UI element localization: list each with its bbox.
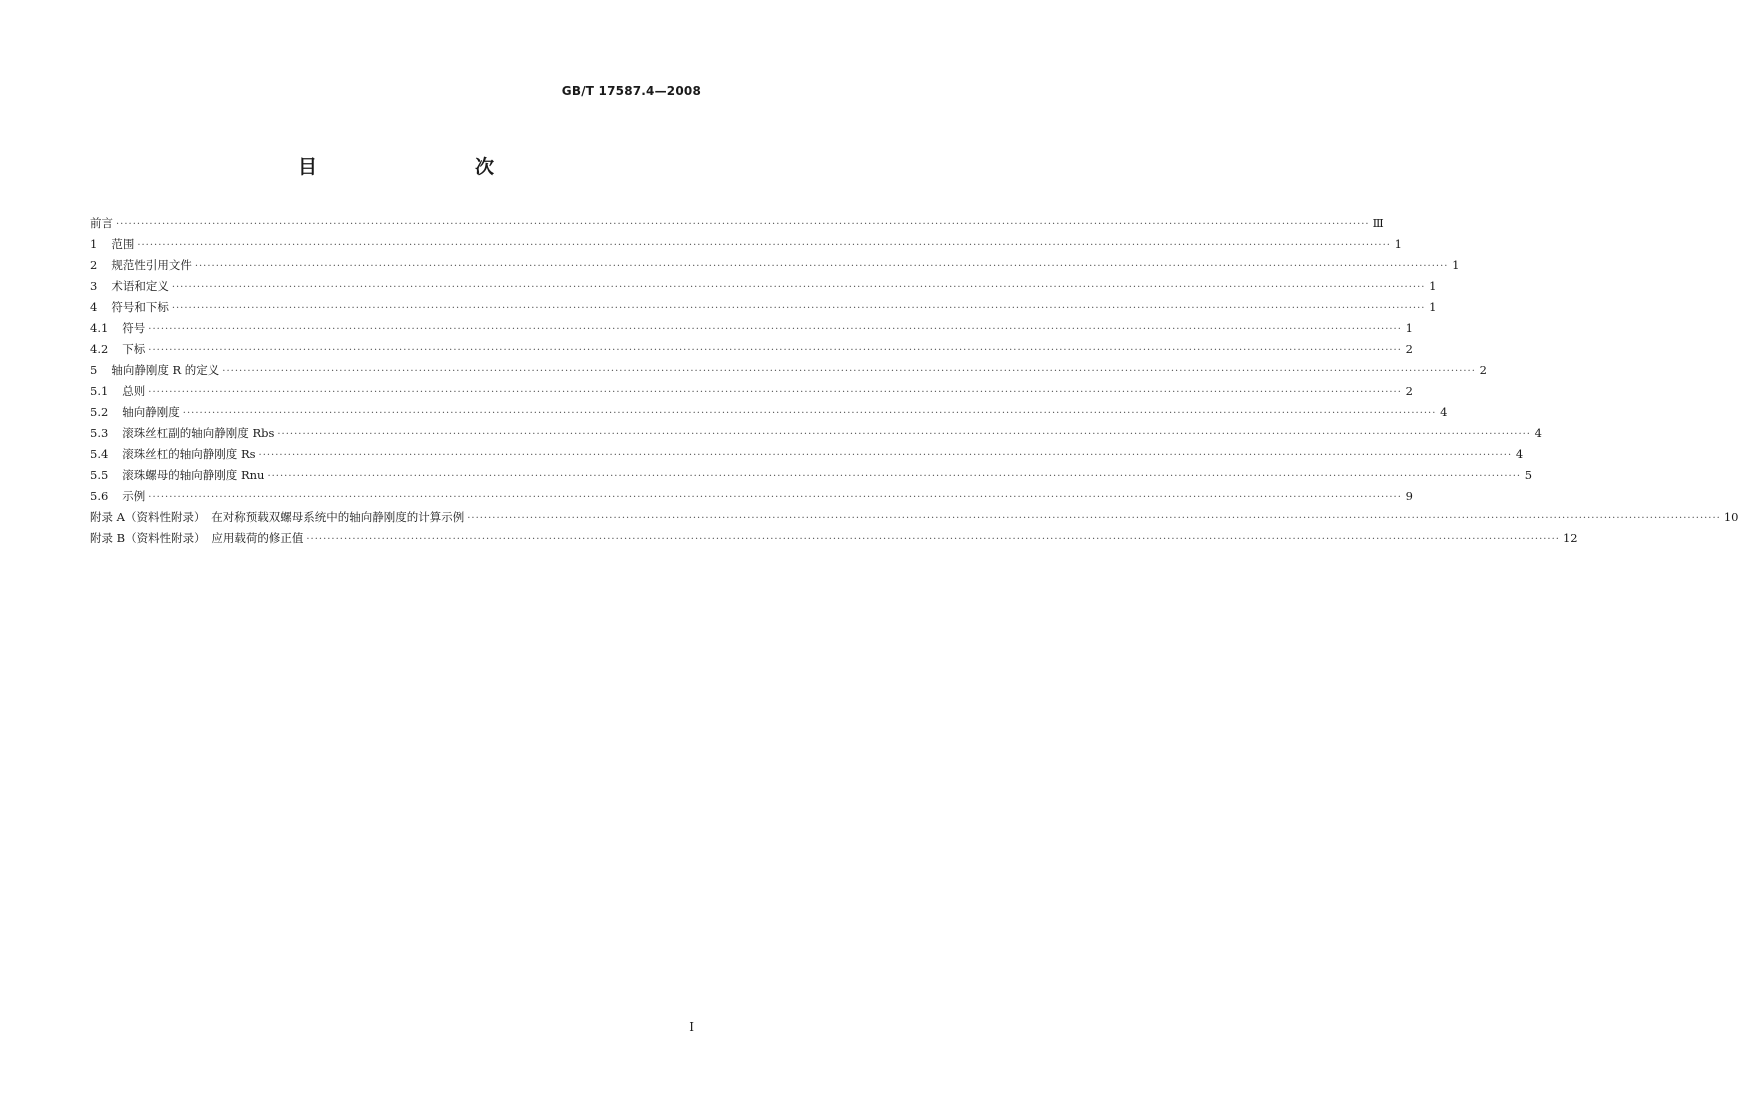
toc-entry-label: 轴向静刚度 <box>122 405 180 419</box>
toc-entry-label: 轴向静刚度 R 的定义 <box>111 363 220 377</box>
toc-entry-page: 1 <box>1405 321 1413 335</box>
toc-entry-label: 范围 <box>111 237 135 251</box>
dot-leader: ············································································································································································································································································································ <box>148 387 1402 398</box>
toc-entry-label: 前言 <box>90 216 113 230</box>
toc-entry-number: 5.4 <box>90 447 109 461</box>
dot-leader: ············································································································································································································································································································ <box>277 429 1531 440</box>
dot-leader: ············································································································································································································································································································ <box>267 471 1522 482</box>
toc-entry-label: 符号 <box>122 321 146 335</box>
toc-entry[interactable] <box>90 530 1578 551</box>
toc-entry[interactable] <box>90 278 1437 299</box>
toc-entry[interactable] <box>90 215 1384 236</box>
toc-entry-page: 4 <box>1440 405 1448 419</box>
toc-entry[interactable] <box>90 467 1533 488</box>
toc-entry-page: 10 <box>1723 510 1738 524</box>
dot-leader: ············································································································································································································································································································ <box>194 261 1449 272</box>
toc-entry[interactable] <box>90 509 1738 530</box>
toc-entry-page: 12 <box>1562 531 1578 545</box>
toc-entry-number: 3 <box>90 279 98 293</box>
table-of-contents <box>90 215 1738 551</box>
toc-entry[interactable] <box>90 236 1402 257</box>
toc-entry-page: 1 <box>1394 237 1402 251</box>
toc-entry[interactable] <box>90 446 1524 467</box>
toc-entry[interactable] <box>90 488 1413 509</box>
toc-entry-page: 1 <box>1429 279 1437 293</box>
toc-entry-page: 9 <box>1405 489 1413 503</box>
toc-entry-label: 滚珠螺母的轴向静刚度 Rnu <box>122 468 265 482</box>
dot-leader: ············································································································································································································································································································ <box>467 513 1721 524</box>
toc-entry-number: 4.2 <box>90 342 109 356</box>
toc-entry[interactable] <box>90 341 1413 362</box>
dot-leader: ············································································································································································································································································································ <box>171 282 1426 293</box>
dot-leader: ············································································································································································································································································································ <box>148 492 1402 503</box>
toc-entry-label: 滚珠丝杠副的轴向静刚度 Rbs <box>122 426 275 440</box>
toc-entry-page: 2 <box>1405 342 1413 356</box>
toc-entry-number: 4 <box>90 300 98 314</box>
dot-leader: ············································································································································································································································································································ <box>148 324 1402 335</box>
toc-entry-number: 5 <box>90 363 98 377</box>
toc-entry-number: 1 <box>90 237 98 251</box>
dot-leader: ············································································································································································································································································································ <box>306 534 1560 545</box>
toc-entry-label: 符号和下标 <box>111 300 169 314</box>
toc-entry-label: 下标 <box>122 342 146 356</box>
toc-entry[interactable] <box>90 320 1413 341</box>
dot-leader: ············································································································································································································································································································ <box>148 345 1402 356</box>
standard-code: GB/T 17587.4—2008 <box>561 84 701 98</box>
toc-entry-number: 5.6 <box>90 489 109 503</box>
page-title: 目 次 <box>297 156 534 178</box>
dot-leader: ············································································································································································································································································································ <box>116 219 1370 230</box>
toc-entry[interactable] <box>90 362 1487 383</box>
toc-entry-number: 5.5 <box>90 468 109 482</box>
toc-entry-page: 2 <box>1405 384 1413 398</box>
toc-entry-page: 4 <box>1515 447 1524 461</box>
dot-leader: ············································································································································································································································································································ <box>222 366 1476 377</box>
toc-entry-page: Ⅲ <box>1372 216 1384 230</box>
toc-entry-page: 2 <box>1479 363 1487 377</box>
toc-entry-label: 附录 A（资料性附录） 在对称预载双螺母系统中的轴向静刚度的计算示例 <box>90 510 465 524</box>
toc-entry-label: 规范性引用文件 <box>111 258 192 272</box>
toc-entry[interactable] <box>90 299 1437 320</box>
toc-entry-number: 2 <box>90 258 98 272</box>
toc-entry-page: 5 <box>1524 468 1533 482</box>
toc-entry-label: 术语和定义 <box>111 279 169 293</box>
dot-leader: ············································································································································································································································································································ <box>171 303 1426 314</box>
toc-entry-page: 4 <box>1534 426 1542 440</box>
toc-entry[interactable] <box>90 404 1448 425</box>
toc-entry-number: 5.2 <box>90 405 109 419</box>
toc-entry-label: 附录 B（资料性附录） 应用载荷的修正值 <box>90 531 304 545</box>
dot-leader: ············································································································································································································································································································ <box>137 240 1391 251</box>
toc-entry-label: 示例 <box>122 489 146 503</box>
toc-entry-page: 1 <box>1452 258 1460 272</box>
toc-entry-number: 5.3 <box>90 426 109 440</box>
toc-entry[interactable] <box>90 257 1460 278</box>
toc-entry-page: 1 <box>1429 300 1437 314</box>
toc-entry[interactable] <box>90 425 1542 446</box>
toc-entry-number: 5.1 <box>90 384 109 398</box>
toc-entry-label: 总则 <box>122 384 146 398</box>
toc-entry-number: 4.1 <box>90 321 109 335</box>
dot-leader: ············································································································································································································································································································ <box>258 450 1513 461</box>
toc-entry-label: 滚珠丝杠的轴向静刚度 Rs <box>122 447 256 461</box>
toc-entry[interactable] <box>90 383 1413 404</box>
dot-leader: ············································································································································································································································································································ <box>182 408 1437 419</box>
footer-page-number: I <box>689 1020 694 1034</box>
